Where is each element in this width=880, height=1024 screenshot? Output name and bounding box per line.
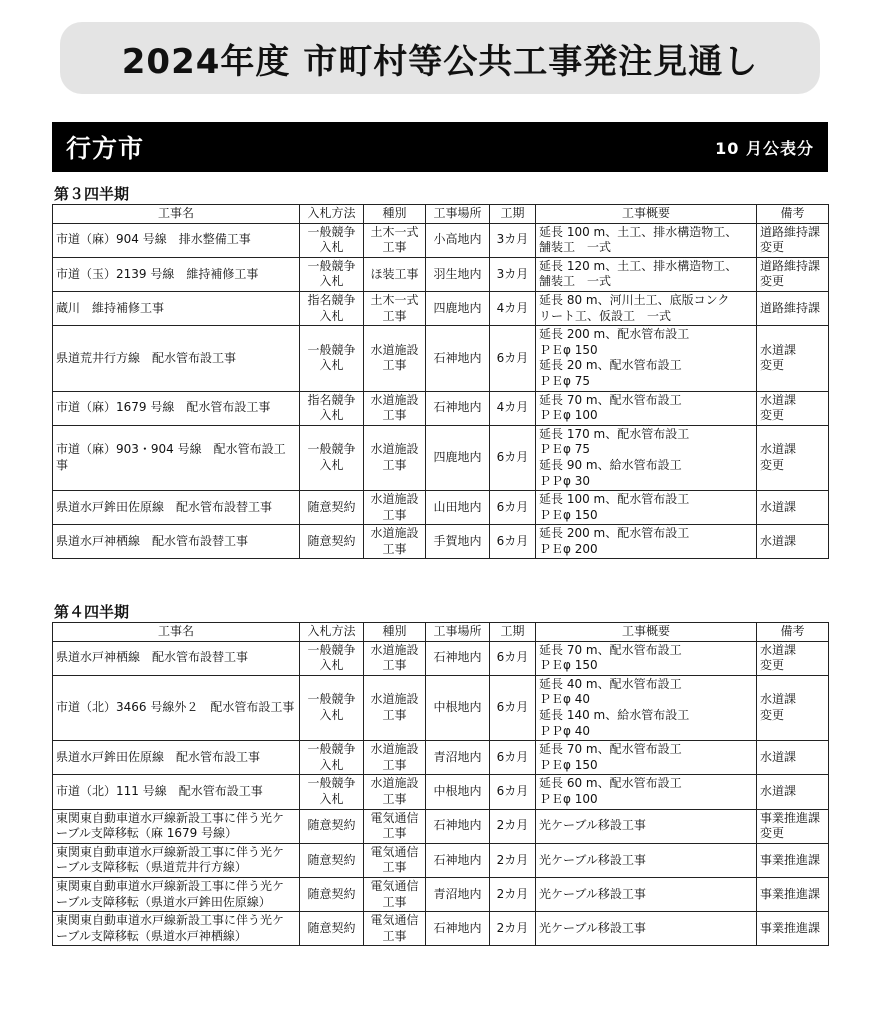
cell-place: 石神地内 (426, 912, 490, 946)
cell-summary: 光ケーブル移設工事 (536, 877, 757, 911)
cell-place: 青沼地内 (426, 741, 490, 775)
cell-note: 水道課 (757, 525, 829, 559)
cell-kind: 水道施設 工事 (364, 326, 426, 391)
page-title: 2024年度 市町村等公共工事発注見通し (60, 22, 820, 94)
table-row (53, 641, 829, 675)
release-label: 10 月公表分 (715, 138, 814, 158)
header-place: 工事場所 (426, 623, 490, 642)
header-name: 工事名 (53, 205, 300, 224)
cell-method: 随意契約 (300, 877, 364, 911)
cell-kind: 水道施設 工事 (364, 525, 426, 559)
cell-period: 6カ月 (490, 675, 536, 740)
cell-place: 四鹿地内 (426, 291, 490, 325)
cell-kind: 水道施設 工事 (364, 675, 426, 740)
cell-name: 市道（玉）2139 号線 維持補修工事 (53, 257, 300, 291)
table-row (53, 525, 829, 559)
table-row (53, 843, 829, 877)
header-period: 工期 (490, 205, 536, 224)
works-table-q3 (52, 204, 829, 559)
table-row (53, 877, 829, 911)
cell-name: 市道（麻）904 号線 排水整備工事 (53, 223, 300, 257)
cell-period: 6カ月 (490, 741, 536, 775)
cell-period: 6カ月 (490, 425, 536, 490)
cell-kind: 土木一式 工事 (364, 223, 426, 257)
cell-kind: 水道施設 工事 (364, 425, 426, 490)
header-summary: 工事概要 (536, 623, 757, 642)
cell-kind: 土木一式 工事 (364, 291, 426, 325)
works-table-q4 (52, 622, 829, 946)
cell-name: 県道荒井行方線 配水管布設工事 (53, 326, 300, 391)
cell-summary: 延長 120 m、土工、排水構造物工、 舗装工 一式 (536, 257, 757, 291)
cell-kind: 水道施設 工事 (364, 491, 426, 525)
cell-name: 蔵川 維持補修工事 (53, 291, 300, 325)
header-method: 入札方法 (300, 205, 364, 224)
table-header-row (53, 205, 829, 224)
cell-summary: 延長 200 m、配水管布設工 ＰＥφ 200 (536, 525, 757, 559)
cell-note: 水道課 変更 (757, 326, 829, 391)
cell-summary: 光ケーブル移設工事 (536, 912, 757, 946)
cell-summary: 延長 80 m、河川土工、底版コンク リート工、仮設工 一式 (536, 291, 757, 325)
cell-period: 6カ月 (490, 775, 536, 809)
cell-kind: 電気通信 工事 (364, 809, 426, 843)
cell-place: 石神地内 (426, 326, 490, 391)
cell-place: 四鹿地内 (426, 425, 490, 490)
cell-note: 道路維持課 (757, 291, 829, 325)
header-method: 入札方法 (300, 623, 364, 642)
cell-period: 2カ月 (490, 843, 536, 877)
cell-place: 中根地内 (426, 775, 490, 809)
cell-period: 6カ月 (490, 491, 536, 525)
table-row (53, 223, 829, 257)
cell-summary: 延長 70 m、配水管布設工 ＰＥφ 150 (536, 741, 757, 775)
cell-summary: 光ケーブル移設工事 (536, 843, 757, 877)
cell-name: 東関東自動車道水戸線新設工事に伴う光ケーブル支障移転（県道水戸鉾田佐原線） (53, 877, 300, 911)
cell-note: 事業推進課 (757, 843, 829, 877)
cell-method: 随意契約 (300, 491, 364, 525)
cell-note: 水道課 (757, 741, 829, 775)
header-period: 工期 (490, 623, 536, 642)
header-note: 備考 (757, 205, 829, 224)
cell-note: 事業推進課 (757, 877, 829, 911)
quarter-heading: 第３四半期 (54, 185, 130, 203)
header-summary: 工事概要 (536, 205, 757, 224)
header-place: 工事場所 (426, 205, 490, 224)
cell-note: 水道課 変更 (757, 391, 829, 425)
cell-note: 水道課 (757, 491, 829, 525)
cell-period: 2カ月 (490, 912, 536, 946)
cell-place: 青沼地内 (426, 877, 490, 911)
cell-period: 2カ月 (490, 877, 536, 911)
cell-method: 一般競争 入札 (300, 425, 364, 490)
cell-note: 事業推進課 変更 (757, 809, 829, 843)
cell-name: 県道水戸鉾田佐原線 配水管布設替工事 (53, 491, 300, 525)
cell-place: 石神地内 (426, 391, 490, 425)
cell-summary: 延長 170 m、配水管布設工 ＰＥφ 75 延長 90 m、給水管布設工 ＰＰφ 30 (536, 425, 757, 490)
city-name: 行方市 (66, 134, 145, 163)
cell-summary: 延長 60 m、配水管布設工 ＰＥφ 100 (536, 775, 757, 809)
cell-note: 道路維持課 変更 (757, 257, 829, 291)
cell-place: 羽生地内 (426, 257, 490, 291)
table-row (53, 491, 829, 525)
table-row (53, 425, 829, 490)
cell-method: 随意契約 (300, 525, 364, 559)
cell-kind: 水道施設 工事 (364, 775, 426, 809)
cell-kind: 水道施設 工事 (364, 391, 426, 425)
cell-kind: 水道施設 工事 (364, 641, 426, 675)
cell-summary: 延長 100 m、配水管布設工 ＰＥφ 150 (536, 491, 757, 525)
cell-place: 山田地内 (426, 491, 490, 525)
cell-note: 事業推進課 (757, 912, 829, 946)
cell-place: 石神地内 (426, 843, 490, 877)
cell-place: 中根地内 (426, 675, 490, 740)
cell-method: 随意契約 (300, 912, 364, 946)
cell-method: 一般競争 入札 (300, 641, 364, 675)
cell-place: 石神地内 (426, 809, 490, 843)
cell-name: 東関東自動車道水戸線新設工事に伴う光ケーブル支障移転（県道水戸神栖線） (53, 912, 300, 946)
cell-note: 水道課 変更 (757, 641, 829, 675)
city-section-bar (52, 122, 828, 172)
table-row (53, 326, 829, 391)
cell-summary: 延長 70 m、配水管布設工 ＰＥφ 150 (536, 641, 757, 675)
cell-kind: 水道施設 工事 (364, 741, 426, 775)
cell-name: 県道水戸神栖線 配水管布設替工事 (53, 641, 300, 675)
cell-period: 4カ月 (490, 391, 536, 425)
cell-summary: 延長 40 m、配水管布設工 ＰＥφ 40 延長 140 m、給水管布設工 ＰＰφ 40 (536, 675, 757, 740)
table-row (53, 391, 829, 425)
header-name: 工事名 (53, 623, 300, 642)
cell-name: 県道水戸神栖線 配水管布設替工事 (53, 525, 300, 559)
cell-method: 一般競争 入札 (300, 223, 364, 257)
header-kind: 種別 (364, 205, 426, 224)
cell-summary: 延長 70 m、配水管布設工 ＰＥφ 100 (536, 391, 757, 425)
cell-name: 市道（麻）903・904 号線 配水管布設工事 (53, 425, 300, 490)
cell-summary: 延長 200 m、配水管布設工 ＰＥφ 150 延長 20 m、配水管布設工 ＰＥφ 75 (536, 326, 757, 391)
table-row (53, 675, 829, 740)
cell-method: 指名競争 入札 (300, 391, 364, 425)
table-row (53, 912, 829, 946)
table-header-row (53, 623, 829, 642)
cell-place: 石神地内 (426, 641, 490, 675)
cell-name: 市道（北）111 号線 配水管布設工事 (53, 775, 300, 809)
table-row (53, 291, 829, 325)
cell-method: 一般競争 入札 (300, 775, 364, 809)
quarter-heading: 第４四半期 (54, 603, 130, 621)
cell-name: 東関東自動車道水戸線新設工事に伴う光ケーブル支障移転（麻 1679 号線） (53, 809, 300, 843)
cell-period: 6カ月 (490, 641, 536, 675)
cell-period: 4カ月 (490, 291, 536, 325)
table-row (53, 775, 829, 809)
cell-method: 随意契約 (300, 843, 364, 877)
cell-kind: ほ装工事 (364, 257, 426, 291)
cell-method: 一般競争 入札 (300, 257, 364, 291)
cell-name: 県道水戸鉾田佐原線 配水管布設工事 (53, 741, 300, 775)
cell-place: 手賀地内 (426, 525, 490, 559)
cell-period: 3カ月 (490, 257, 536, 291)
cell-method: 一般競争 入札 (300, 741, 364, 775)
cell-kind: 電気通信 工事 (364, 877, 426, 911)
cell-method: 指名競争 入札 (300, 291, 364, 325)
cell-kind: 電気通信 工事 (364, 912, 426, 946)
cell-note: 道路維持課 変更 (757, 223, 829, 257)
cell-summary: 光ケーブル移設工事 (536, 809, 757, 843)
cell-kind: 電気通信 工事 (364, 843, 426, 877)
header-kind: 種別 (364, 623, 426, 642)
cell-period: 3カ月 (490, 223, 536, 257)
table-row (53, 741, 829, 775)
cell-summary: 延長 100 m、土工、排水構造物工、 舗装工 一式 (536, 223, 757, 257)
cell-method: 随意契約 (300, 809, 364, 843)
cell-note: 水道課 (757, 775, 829, 809)
cell-note: 水道課 変更 (757, 425, 829, 490)
cell-name: 市道（北）3466 号線外２ 配水管布設工事 (53, 675, 300, 740)
header-note: 備考 (757, 623, 829, 642)
cell-name: 市道（麻）1679 号線 配水管布設工事 (53, 391, 300, 425)
cell-method: 一般競争 入札 (300, 326, 364, 391)
cell-note: 水道課 変更 (757, 675, 829, 740)
table-row (53, 809, 829, 843)
cell-period: 6カ月 (490, 525, 536, 559)
cell-period: 6カ月 (490, 326, 536, 391)
cell-period: 2カ月 (490, 809, 536, 843)
cell-place: 小高地内 (426, 223, 490, 257)
cell-method: 一般競争 入札 (300, 675, 364, 740)
cell-name: 東関東自動車道水戸線新設工事に伴う光ケーブル支障移転（県道荒井行方線） (53, 843, 300, 877)
table-row (53, 257, 829, 291)
